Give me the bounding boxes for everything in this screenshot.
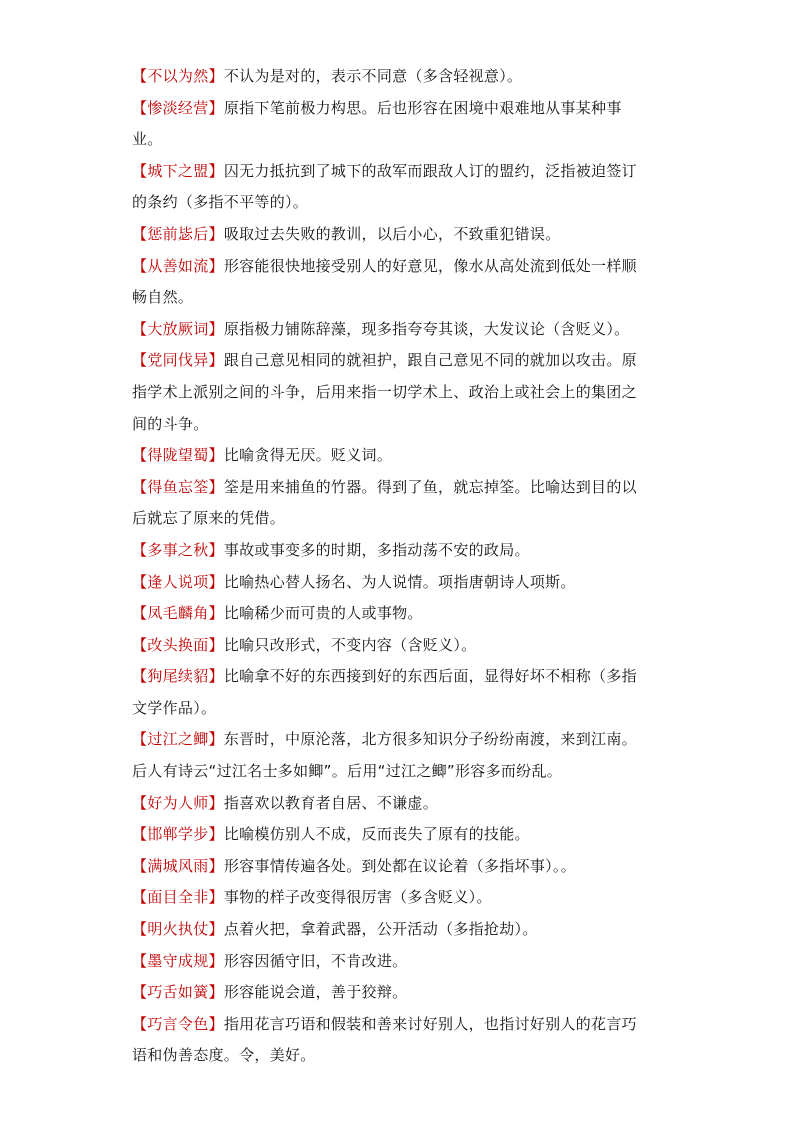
idiom-entry <box>132 661 652 724</box>
idiom-term-text: 得鱼忘筌 <box>147 477 209 496</box>
bracket-open: 【 <box>132 351 148 370</box>
idiom-term <box>132 888 224 906</box>
idiom-entry <box>132 251 652 314</box>
idiom-term-text: 党同伐异 <box>147 351 209 370</box>
idiom-term <box>132 257 224 275</box>
idiom-term <box>132 573 224 591</box>
bracket-close: 】 <box>208 256 224 275</box>
bracket-close: 】 <box>208 920 224 939</box>
idiom-term-text: 大放厥词 <box>147 319 209 338</box>
idiom-definition: 事物的样子改变得很厉害（多含贬义）。 <box>223 888 492 907</box>
idiom-definition: 原指下笔前极力构思。后也形容在困境中艰难地从事某种事业。 <box>132 98 622 149</box>
bracket-close: 】 <box>208 98 224 117</box>
idiom-term <box>132 320 224 338</box>
idiom-term-text: 城下之盟 <box>147 161 209 180</box>
bracket-close: 】 <box>208 67 224 85</box>
idiom-entry <box>132 882 652 914</box>
bracket-open: 【 <box>132 604 148 623</box>
bracket-open: 【 <box>132 67 148 85</box>
idiom-definition: 东晋时，中原沦落，北方很多知识分子纷纷南渡，来到江南。后人有诗云“过江名士多如鲫”。后用“过江之鲫”形容多而纷乱。 <box>132 730 637 781</box>
idiom-list <box>132 61 652 1072</box>
idiom-term-text: 惨淡经营 <box>147 98 209 117</box>
idiom-term-text: 邯郸学步 <box>147 825 209 844</box>
bracket-close: 】 <box>208 572 224 591</box>
idiom-term-text: 巧舌如簧 <box>147 983 209 1002</box>
idiom-term-text: 逢人说项 <box>147 572 209 591</box>
idiom-entry <box>132 567 652 599</box>
idiom-entry <box>132 788 652 820</box>
idiom-entry <box>132 219 652 251</box>
idiom-definition: 形容因循守旧，不肯改进。 <box>223 951 408 970</box>
idiom-definition: 原指极力铺陈辞藻，现多指夸夸其谈，大发议论（含贬义）。 <box>223 319 630 338</box>
idiom-term-text: 得陇望蜀 <box>147 446 209 465</box>
idiom-entry <box>132 1009 652 1072</box>
bracket-open: 【 <box>132 1014 148 1033</box>
idiom-definition: 点着火把，拿着武器，公开活动（多指抢劫）。 <box>223 920 538 939</box>
bracket-close: 】 <box>208 161 224 180</box>
idiom-definition: 吸取过去失败的教训，以后小心，不致重犯错误。 <box>223 224 561 243</box>
idiom-definition: 筌是用来捕鱼的竹器。得到了鱼，就忘掉筌。比喻达到目的以后就忘了原来的凭借。 <box>132 477 637 528</box>
idiom-term-text: 面目全非 <box>147 888 209 907</box>
bracket-open: 【 <box>132 540 148 559</box>
idiom-entry <box>132 946 652 978</box>
idiom-term <box>132 667 224 685</box>
bracket-open: 【 <box>132 224 148 243</box>
idiom-term-text: 不以为然 <box>147 67 209 85</box>
idiom-definition: 形容事情传遍各处。到处都在议论着（多指坏事）。。 <box>223 856 577 875</box>
bracket-open: 【 <box>132 319 148 338</box>
idiom-term <box>132 541 224 559</box>
idiom-definition: 比喻拿不好的东西接到好的东西后面，显得好坏不相称（多指文学作品）。 <box>132 667 637 717</box>
idiom-term <box>132 857 224 875</box>
idiom-entry <box>132 440 652 472</box>
bracket-open: 【 <box>132 983 148 1002</box>
idiom-term-text: 满城风雨 <box>147 856 209 875</box>
idiom-term <box>132 1015 224 1033</box>
idiom-term-text: 改头换面 <box>147 635 209 654</box>
bracket-close: 】 <box>208 446 224 465</box>
idiom-term <box>132 636 224 654</box>
idiom-term <box>132 825 224 843</box>
bracket-open: 【 <box>132 161 148 180</box>
idiom-entry <box>132 819 652 851</box>
bracket-open: 【 <box>132 825 148 844</box>
bracket-open: 【 <box>132 888 148 907</box>
idiom-term <box>132 920 224 938</box>
idiom-term <box>132 478 224 496</box>
bracket-open: 【 <box>132 667 148 686</box>
bracket-open: 【 <box>132 98 148 117</box>
bracket-open: 【 <box>132 477 148 496</box>
idiom-entry <box>132 598 652 630</box>
idiom-entry <box>132 977 652 1009</box>
idiom-term <box>132 351 224 369</box>
idiom-term-text: 墨守成规 <box>147 951 209 970</box>
idiom-term <box>132 794 224 812</box>
bracket-close: 】 <box>208 730 224 749</box>
idiom-entry <box>132 724 652 787</box>
bracket-open: 【 <box>132 920 148 939</box>
bracket-close: 】 <box>208 540 224 559</box>
idiom-term <box>132 730 224 748</box>
idiom-term-text: 凤毛麟角 <box>147 604 209 623</box>
idiom-definition: 比喻只改形式，不变内容（含贬义）。 <box>223 635 477 654</box>
idiom-term <box>132 446 224 464</box>
idiom-definition: 跟自己意见相同的就袒护，跟自己意见不同的就加以攻击。原指学术上派别之间的斗争，后用来指一切学术上、政治上或社会上的集团之间的斗争。 <box>132 351 637 433</box>
idiom-term-text: 多事之秋 <box>147 540 209 559</box>
idiom-definition: 指喜欢以教育者自居、不谦虚。 <box>223 793 439 812</box>
idiom-definition: 比喻稀少而可贵的人或事物。 <box>223 604 423 623</box>
bracket-open: 【 <box>132 730 148 749</box>
bracket-open: 【 <box>132 256 148 275</box>
bracket-close: 】 <box>208 224 224 243</box>
bracket-close: 】 <box>208 319 224 338</box>
idiom-definition: 比喻模仿别人不成，反而丧失了原有的技能。 <box>223 825 530 844</box>
idiom-term <box>132 952 224 970</box>
idiom-entry <box>132 93 652 156</box>
idiom-definition: 不认为是对的，表示不同意（多含轻视意）。 <box>223 67 523 85</box>
bracket-close: 】 <box>208 351 224 370</box>
idiom-definition: 比喻热心替人扬名、为人说情。项指唐朝诗人项斯。 <box>223 572 576 591</box>
bracket-open: 【 <box>132 951 148 970</box>
bracket-close: 】 <box>208 983 224 1002</box>
idiom-entry <box>132 156 652 219</box>
idiom-entry <box>132 314 652 346</box>
bracket-close: 】 <box>208 888 224 907</box>
bracket-open: 【 <box>132 572 148 591</box>
bracket-close: 】 <box>208 667 224 686</box>
idiom-term-text: 过江之鲫 <box>147 730 209 749</box>
idiom-term <box>132 983 224 1001</box>
bracket-close: 】 <box>208 604 224 623</box>
idiom-definition: 指用花言巧语和假装和善来讨好别人，也指讨好别人的花言巧语和伪善态度。令，美好。 <box>132 1014 637 1065</box>
bracket-close: 】 <box>208 793 224 812</box>
idiom-term-text: 狗尾续貂 <box>147 667 209 686</box>
bracket-open: 【 <box>132 635 148 654</box>
idiom-term <box>132 99 224 117</box>
idiom-entry <box>132 630 652 662</box>
idiom-term <box>132 604 224 622</box>
idiom-definition: 囚无力抵抗到了城下的敌军而跟敌人订的盟约，泛指被迫签订的条约（多指不平等的）。 <box>132 161 637 212</box>
idiom-term-text: 明火执仗 <box>147 920 209 939</box>
bracket-close: 】 <box>208 1014 224 1033</box>
idiom-term-text: 好为人师 <box>147 793 209 812</box>
idiom-definition: 事故或事变多的时期，多指动荡不安的政局。 <box>223 540 530 559</box>
bracket-close: 】 <box>208 825 224 844</box>
idiom-term-text: 从善如流 <box>147 256 209 275</box>
idiom-entry <box>132 851 652 883</box>
bracket-close: 】 <box>208 635 224 654</box>
idiom-entry <box>132 914 652 946</box>
bracket-open: 【 <box>132 856 148 875</box>
idiom-term-text: 惩前毖后 <box>147 224 209 243</box>
bracket-close: 】 <box>208 856 224 875</box>
idiom-definition: 形容能说会道，善于狡辩。 <box>223 983 408 1002</box>
idiom-term <box>132 162 224 180</box>
bracket-close: 】 <box>208 951 224 970</box>
idiom-term <box>132 67 224 85</box>
idiom-entry <box>132 61 652 93</box>
idiom-term-text: 巧言令色 <box>147 1014 209 1033</box>
idiom-entry <box>132 472 652 535</box>
idiom-entry <box>132 345 652 440</box>
idiom-definition: 比喻贪得无厌。贬义词。 <box>223 446 393 465</box>
bracket-open: 【 <box>132 446 148 465</box>
bracket-close: 】 <box>208 477 224 496</box>
idiom-entry <box>132 535 652 567</box>
bracket-open: 【 <box>132 793 148 812</box>
idiom-definition: 形容能很快地接受别人的好意见，像水从高处流到低处一样顺畅自然。 <box>132 256 637 307</box>
idiom-term <box>132 225 224 243</box>
